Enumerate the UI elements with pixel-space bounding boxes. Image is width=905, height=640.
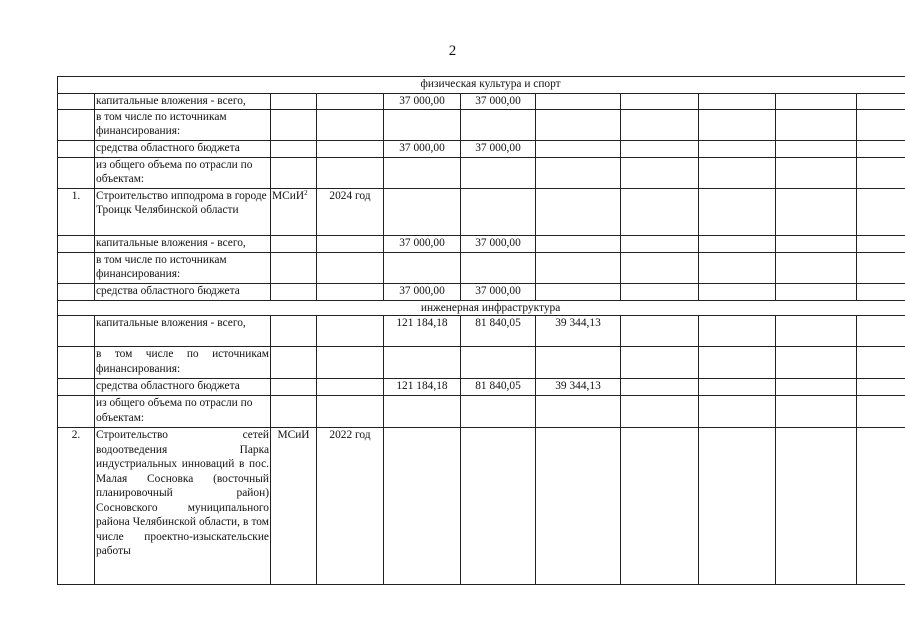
empty-cell — [317, 157, 384, 188]
empty-cell — [461, 347, 536, 379]
empty-cell — [271, 140, 317, 157]
cell-value: 37 000,00 — [461, 235, 536, 252]
empty-cell — [58, 140, 95, 157]
empty-cell — [776, 379, 857, 396]
empty-cell — [536, 252, 621, 283]
empty-cell — [699, 379, 776, 396]
empty-cell — [621, 140, 699, 157]
empty-cell — [621, 283, 699, 300]
empty-cell — [58, 157, 95, 188]
empty-cell — [271, 109, 317, 140]
empty-cell — [461, 252, 536, 283]
empty-cell — [621, 396, 699, 428]
empty-cell — [776, 316, 857, 347]
executor-footnote: 2 — [304, 188, 308, 197]
empty-cell — [857, 316, 905, 347]
empty-cell — [317, 109, 384, 140]
empty-cell — [58, 379, 95, 396]
empty-cell — [58, 109, 95, 140]
budget-table — [57, 76, 905, 585]
empty-cell — [699, 396, 776, 428]
empty-cell — [58, 252, 95, 283]
empty-cell — [699, 235, 776, 252]
empty-cell — [271, 94, 317, 110]
cell-value: 37 000,00 — [461, 140, 536, 157]
empty-cell — [384, 347, 461, 379]
page-number: 2 — [448, 43, 457, 59]
object-name: Строительство сетей водоотведения Парка индустриальных инноваций в пос. Малая Сосновка (восточный планировочный район) Сосновского муниципального района Челябинской области, в том числе проектно-изыскательские работы — [95, 428, 271, 585]
empty-cell — [776, 428, 857, 585]
empty-cell — [776, 157, 857, 188]
row-label: средства областного бюджета — [95, 283, 271, 300]
empty-cell — [317, 252, 384, 283]
empty-cell — [317, 379, 384, 396]
section-header-row — [58, 300, 905, 316]
empty-cell — [699, 316, 776, 347]
cell-value: 37 000,00 — [384, 94, 461, 110]
empty-cell — [699, 109, 776, 140]
empty-cell — [621, 428, 699, 585]
object-row — [58, 188, 905, 235]
empty-cell — [776, 347, 857, 379]
empty-cell — [621, 235, 699, 252]
empty-cell — [699, 188, 776, 235]
empty-cell — [857, 235, 905, 252]
empty-cell — [384, 428, 461, 585]
empty-cell — [699, 157, 776, 188]
empty-cell — [536, 140, 621, 157]
empty-cell — [536, 396, 621, 428]
empty-cell — [536, 157, 621, 188]
empty-cell — [536, 283, 621, 300]
empty-cell — [271, 396, 317, 428]
empty-cell — [58, 283, 95, 300]
empty-cell — [384, 188, 461, 235]
cell-value: 121 184,18 — [384, 316, 461, 347]
row-label: в том числе по источникам финансирования: — [95, 252, 271, 283]
row-label: капитальные вложения - всего, — [95, 94, 271, 110]
empty-cell — [384, 157, 461, 188]
cell-value: 39 344,13 — [536, 379, 621, 396]
table-row — [58, 316, 905, 347]
empty-cell — [384, 109, 461, 140]
empty-cell — [776, 109, 857, 140]
table-row — [58, 379, 905, 396]
empty-cell — [621, 94, 699, 110]
empty-cell — [58, 316, 95, 347]
empty-cell — [317, 140, 384, 157]
empty-cell — [317, 347, 384, 379]
empty-cell — [536, 109, 621, 140]
empty-cell — [857, 379, 905, 396]
cell-value: 37 000,00 — [384, 140, 461, 157]
object-row — [58, 428, 905, 585]
cell-value: 37 000,00 — [384, 283, 461, 300]
empty-cell — [699, 428, 776, 585]
table-row — [58, 283, 905, 300]
empty-cell — [271, 379, 317, 396]
empty-cell — [776, 396, 857, 428]
cell-value: 37 000,00 — [461, 283, 536, 300]
empty-cell — [857, 188, 905, 235]
row-label: средства областного бюджета — [95, 379, 271, 396]
row-label: из общего объема по отрасли по объектам: — [95, 157, 271, 188]
table-row — [58, 252, 905, 283]
empty-cell — [776, 252, 857, 283]
row-label: средства областного бюджета — [95, 140, 271, 157]
section-title: физическая культура и спорт — [58, 77, 905, 94]
empty-cell — [699, 347, 776, 379]
empty-cell — [58, 94, 95, 110]
object-year: 2024 год — [317, 188, 384, 235]
object-executor: МСиИ$^2$ — [271, 188, 317, 235]
empty-cell — [536, 188, 621, 235]
cell-value: 81 840,05 — [461, 379, 536, 396]
empty-cell — [621, 379, 699, 396]
empty-cell — [536, 94, 621, 110]
empty-cell — [621, 252, 699, 283]
cell-value: 39 344,13 — [536, 316, 621, 347]
empty-cell — [536, 428, 621, 585]
empty-cell — [857, 140, 905, 157]
empty-cell — [461, 396, 536, 428]
cell-value: 37 000,00 — [461, 94, 536, 110]
object-name: Строительство ипподрома в городе Троицк Челябинской области — [95, 188, 271, 235]
empty-cell — [461, 109, 536, 140]
table-row — [58, 157, 905, 188]
empty-cell — [621, 157, 699, 188]
object-year: 2022 год — [317, 428, 384, 585]
empty-cell — [621, 316, 699, 347]
section-title: инженерная инфраструктура — [58, 300, 905, 316]
empty-cell — [857, 428, 905, 585]
empty-cell — [776, 140, 857, 157]
empty-cell — [271, 283, 317, 300]
empty-cell — [461, 157, 536, 188]
cell-value: 37 000,00 — [384, 235, 461, 252]
cell-value: 121 184,18 — [384, 379, 461, 396]
empty-cell — [317, 316, 384, 347]
table-row — [58, 396, 905, 428]
row-label: из общего объема по отрасли по объектам: — [95, 396, 271, 428]
object-number: 1. — [58, 188, 95, 235]
table-row — [58, 94, 905, 110]
table-row — [58, 109, 905, 140]
table-row — [58, 140, 905, 157]
empty-cell — [857, 252, 905, 283]
empty-cell — [271, 347, 317, 379]
empty-cell — [857, 396, 905, 428]
empty-cell — [857, 283, 905, 300]
object-executor: МСиИ — [271, 428, 317, 585]
empty-cell — [621, 347, 699, 379]
empty-cell — [384, 252, 461, 283]
table-row — [58, 347, 905, 379]
section-header-row — [58, 77, 905, 94]
empty-cell — [621, 109, 699, 140]
empty-cell — [857, 347, 905, 379]
empty-cell — [317, 283, 384, 300]
empty-cell — [776, 283, 857, 300]
table-row — [58, 235, 905, 252]
empty-cell — [271, 235, 317, 252]
empty-cell — [461, 188, 536, 235]
row-label: капитальные вложения - всего, — [95, 235, 271, 252]
empty-cell — [776, 94, 857, 110]
empty-cell — [271, 157, 317, 188]
empty-cell — [317, 94, 384, 110]
empty-cell — [271, 316, 317, 347]
empty-cell — [58, 396, 95, 428]
empty-cell — [699, 140, 776, 157]
empty-cell — [776, 188, 857, 235]
empty-cell — [621, 188, 699, 235]
row-label: в том числе по источникам финансирования: — [95, 109, 271, 140]
row-label: в том числе по источникам финансирования: — [95, 347, 271, 379]
empty-cell — [384, 396, 461, 428]
empty-cell — [699, 252, 776, 283]
empty-cell — [271, 252, 317, 283]
empty-cell — [58, 235, 95, 252]
empty-cell — [461, 428, 536, 585]
empty-cell — [857, 94, 905, 110]
empty-cell — [776, 235, 857, 252]
empty-cell — [536, 347, 621, 379]
empty-cell — [317, 396, 384, 428]
object-number: 2. — [58, 428, 95, 585]
empty-cell — [857, 109, 905, 140]
empty-cell — [699, 94, 776, 110]
empty-cell — [857, 157, 905, 188]
empty-cell — [699, 283, 776, 300]
empty-cell — [58, 347, 95, 379]
empty-cell — [536, 235, 621, 252]
empty-cell — [317, 235, 384, 252]
cell-value: 81 840,05 — [461, 316, 536, 347]
row-label: капитальные вложения - всего, — [95, 316, 271, 347]
